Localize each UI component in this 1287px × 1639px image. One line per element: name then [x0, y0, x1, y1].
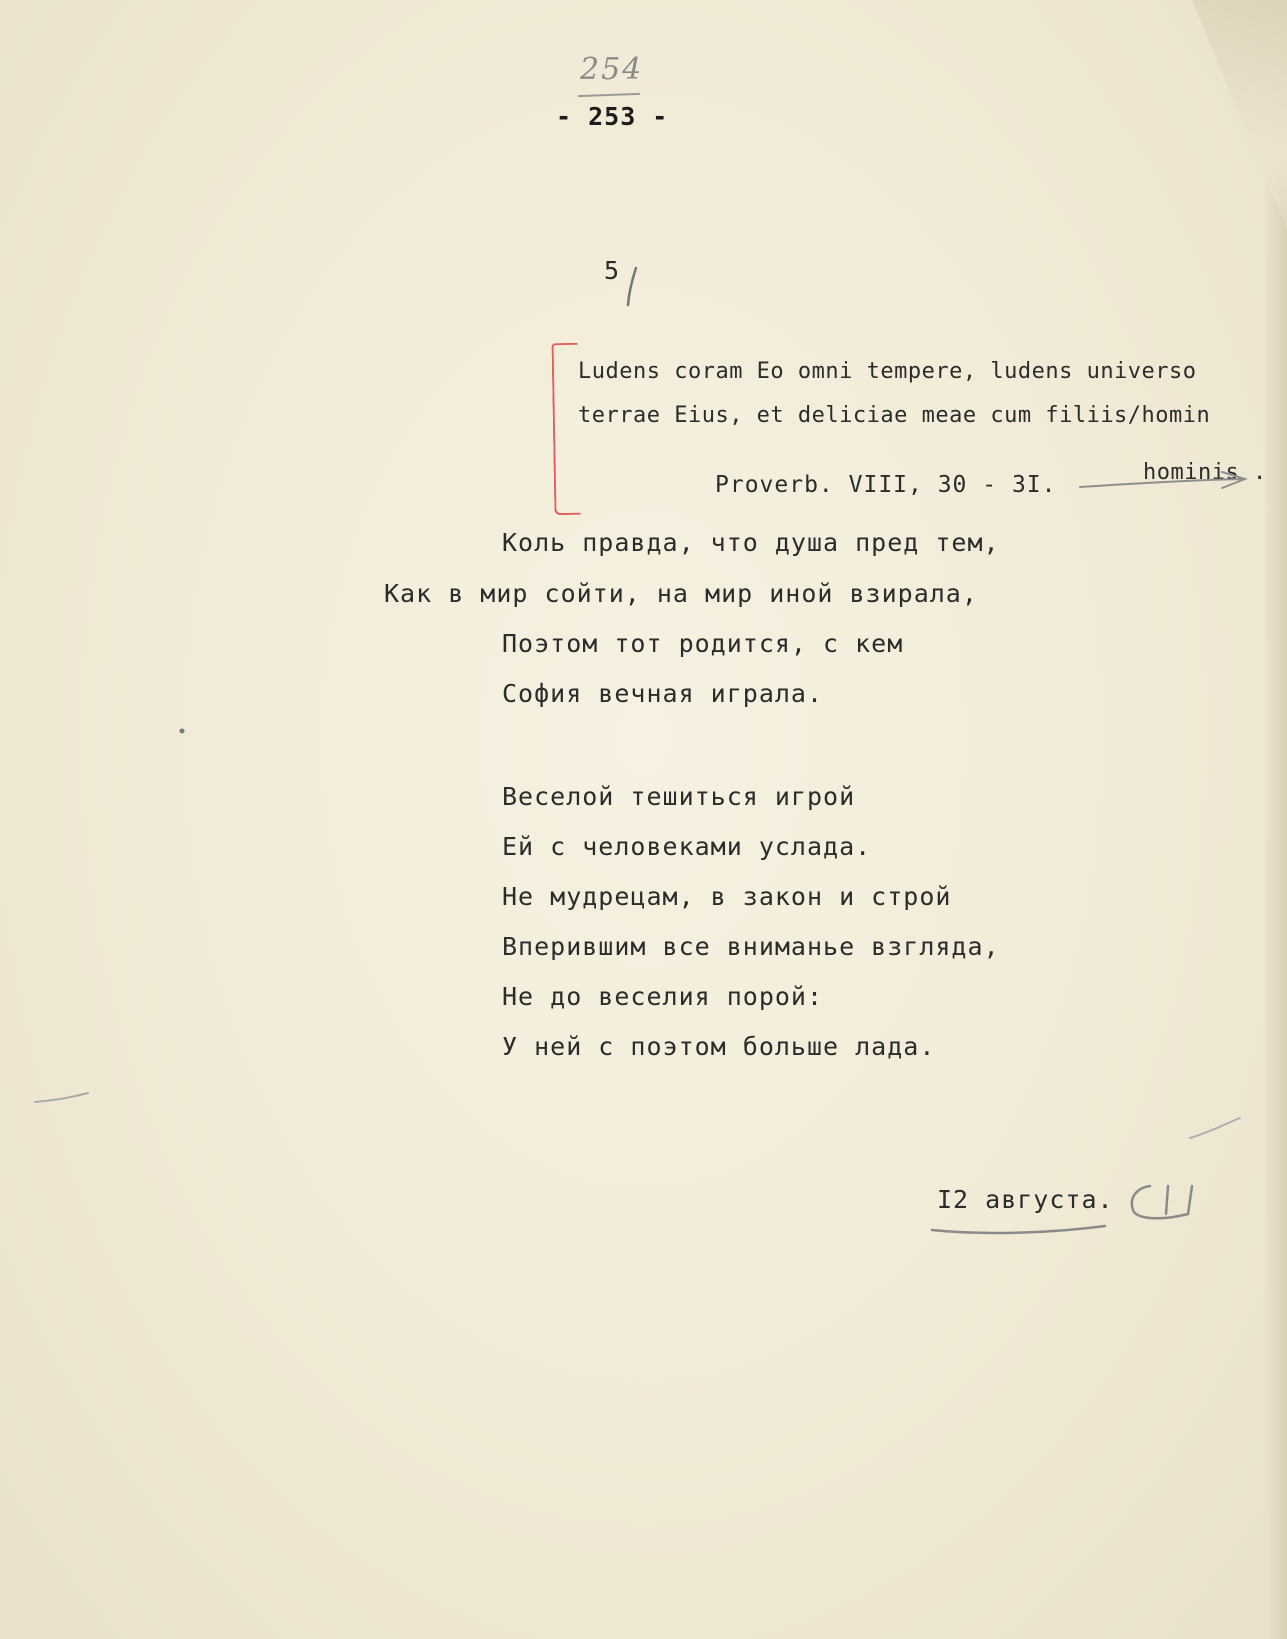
- pencil-mark-poem-number: [628, 268, 636, 305]
- margin-pencil-dash: [35, 1093, 88, 1102]
- stanza2-line-6: У ней с поэтом больше лада.: [502, 1032, 936, 1061]
- epigraph-source: Proverb. VIII, 30 - 3I.: [715, 472, 1057, 498]
- page-number: - 253 -: [556, 102, 669, 131]
- stanza1-line-3: Поэтом тот родится, с кем: [502, 629, 904, 658]
- red-pencil-bracket: [552, 343, 581, 515]
- poem-number: 5: [604, 256, 621, 285]
- archive-number-underline: [578, 93, 640, 97]
- epigraph-line-2: terrae Eius, et deliciae meae cum filiis/homin: [578, 403, 1211, 428]
- stanza1-line-4: София вечная играла.: [502, 679, 824, 708]
- stanza1-line-2: Как в мир сойти, на мир иной взирала,: [384, 579, 978, 608]
- epigraph-line-1: Ludens coram Eo omni tempere, ludens universo: [578, 359, 1197, 384]
- archive-page-number: 254: [580, 52, 644, 87]
- paper-corner-fold: [1192, 0, 1287, 230]
- stanza1-line-1: Коль правда, что душа пред тем,: [502, 528, 1000, 557]
- stanza2-line-1: Веселой тешиться игрой: [502, 782, 856, 811]
- margin-dot: [180, 729, 185, 734]
- date-underline: [932, 1226, 1105, 1233]
- date-line: I2 августа.: [937, 1185, 1114, 1214]
- pencil-date-bracket: [1132, 1186, 1192, 1218]
- stanza2-line-3: Не мудрецам, в закон и строй: [502, 882, 952, 911]
- paper-edge: [1265, 0, 1287, 1639]
- epigraph-line-3: hominis .: [1143, 460, 1267, 485]
- stanza2-line-2: Ей с человеками услада.: [502, 832, 872, 861]
- margin-pencil-dash-right: [1190, 1118, 1240, 1138]
- stanza2-line-4: Вперившим все вниманье взгляда,: [502, 932, 1000, 961]
- stanza2-line-5: Не до веселия порой:: [502, 982, 824, 1011]
